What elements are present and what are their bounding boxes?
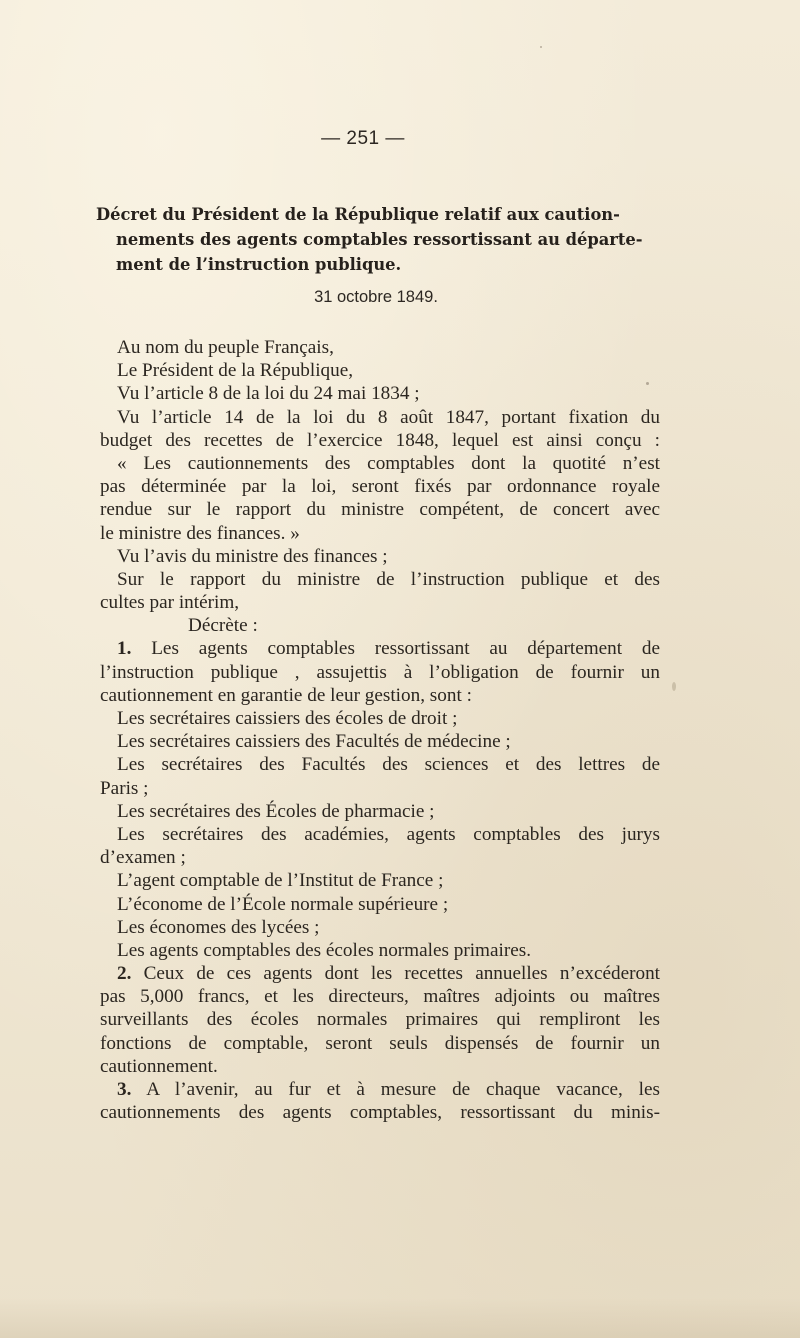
article-number: 1. (117, 638, 132, 660)
body-line: pas déterminée par la loi, seront fixés par ordonnance royale (100, 476, 660, 498)
paper-speck (672, 682, 676, 691)
paper-speck (540, 46, 542, 48)
body-line: Les secrétaires des Facultés des sciences et des lettres de (117, 754, 660, 776)
body-line: Décrète : (188, 615, 258, 637)
body-line: Les secrétaires caissiers des écoles de droit ; (117, 708, 458, 729)
body-line: cautionnement en garantie de leur gestion, sont : (100, 684, 472, 706)
body-line: Sur le rapport du ministre de l’instruction publique et des (117, 568, 660, 590)
body-line: rendue sur le rapport du ministre compétent, de concert avec (100, 499, 660, 521)
paper-speck (646, 382, 649, 385)
body-line: pas 5,000 francs, et les directeurs, maîtres adjoints ou maîtres (100, 986, 660, 1008)
title-line: nements des agents comptables ressortissant au départe- (116, 230, 643, 249)
article-number: 2. (117, 963, 132, 985)
body-line: Au nom du peuple Français, (117, 337, 334, 358)
body-line: cautionnement. (100, 1055, 218, 1077)
decree-date: 31 octobre 1849. (314, 288, 438, 306)
article-number: 3. (117, 1079, 132, 1100)
body-line-text: A l’avenir, au fur et à mesure de chaque vacance, les (146, 1079, 661, 1100)
article-3-line (100, 1078, 660, 1101)
body-line: d’examen ; (100, 847, 186, 869)
body-line: le ministre des finances. » (100, 522, 300, 544)
article-2-line (100, 962, 660, 985)
body-line: Paris ; (100, 777, 149, 799)
body-line: L’économe de l’École normale supérieure ; (117, 893, 449, 915)
body-line: fonctions de comptable, seront seuls dispensés de fournir un (100, 1032, 660, 1054)
body-line-text: Les agents comptables ressortissant au département de (151, 638, 661, 660)
body-line-text: Ceux de ces agents dont les recettes annuelles n’excéderont (143, 963, 661, 985)
body-line: cautionnements des agents comptables, ressortissant du minis- (100, 1102, 660, 1124)
page-edge-shading (0, 1298, 800, 1338)
body-line: Les secrétaires caissiers des Facultés de médecine ; (117, 731, 511, 753)
body-line: l’instruction publique , assujettis à l’obligation de fournir un (100, 661, 660, 683)
body-line: Vu l’article 14 de la loi du 8 août 1847, portant fixation du (117, 406, 660, 428)
body-line: L’agent comptable de l’Institut de France ; (117, 870, 444, 892)
body-line: Les agents comptables des écoles normales primaires. (117, 939, 531, 961)
body-line: Vu l’avis du ministre des finances ; (117, 545, 388, 567)
body-line: Les secrétaires des académies, agents comptables des jurys (117, 823, 660, 845)
article-1-line (100, 637, 660, 660)
body-line: cultes par intérim, (100, 592, 240, 614)
body-line: surveillants des écoles normales primaires qui rempliront les (100, 1009, 660, 1031)
body-line: Les secrétaires des Écoles de pharmacie ; (117, 800, 435, 822)
decree-body (100, 336, 660, 1124)
body-line: Les économes des lycées ; (117, 916, 320, 938)
body-line: « Les cautionnements des comptables dont la quotité n’est (117, 452, 660, 474)
title-line: ment de l’instruction publique. (116, 255, 402, 274)
title-line: Décret du Président de la République relatif aux caution- (96, 205, 620, 224)
page-number: — 251 — (321, 128, 405, 149)
body-line: Vu l’article 8 de la loi du 24 mai 1834 ; (117, 383, 420, 405)
decree-title (96, 202, 656, 277)
body-line: budget des recettes de l’exercice 1848, lequel est ainsi conçu : (100, 429, 660, 451)
body-line: Le Président de la République, (117, 360, 354, 382)
